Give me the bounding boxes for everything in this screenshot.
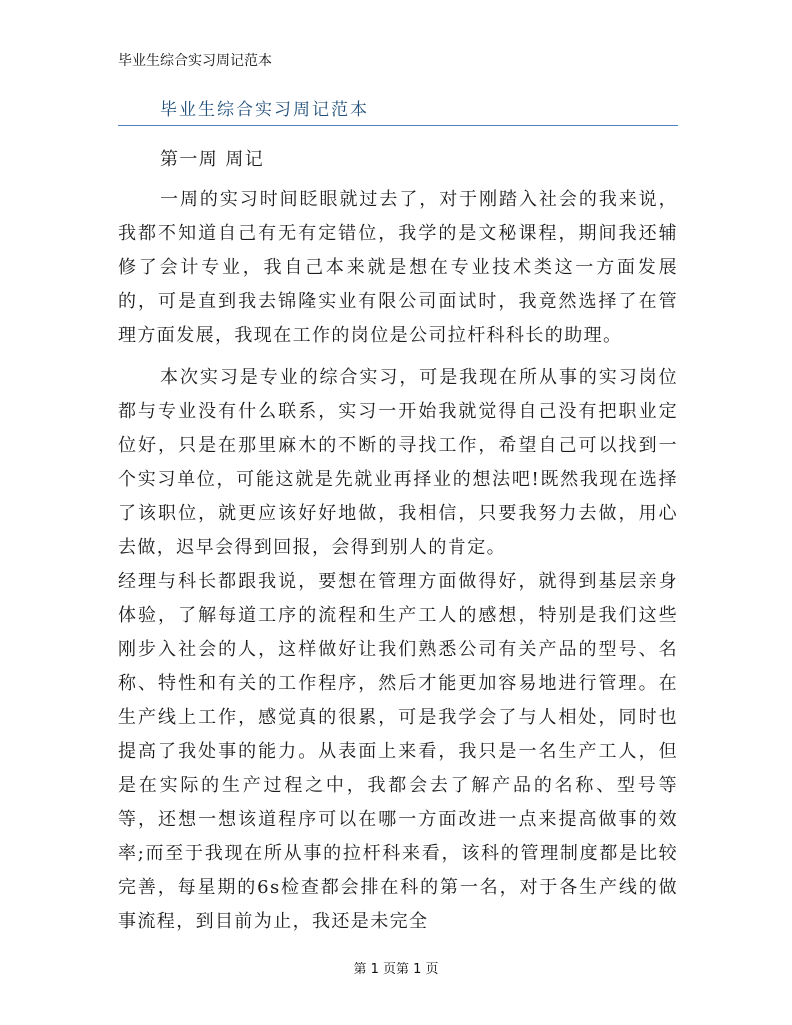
document-body bbox=[118, 143, 678, 939]
paragraph-1: 一周的实习时间眨眼就过去了，对于刚踏入社会的我来说，我都不知道自己有无有定错位，我学的是文秘课程，期间我还辅修了会计专业，我自己本来就是想在专业技术类这一方面发展的，可是直到我去锦隆实业有限公司面试时，我竟然选择了在管理方面发展，我现在工作的岗位是公司拉杆科科长的助理。 bbox=[118, 189, 678, 346]
paragraph-3: 经理与科长都跟我说，要想在管理方面做得好，就得到基层亲身体验，了解每道工序的流程和生产工人的感想，特别是我们这些刚步入社会的人，这样做好让我们熟悉公司有关产品的型号、名称、特性和有关的工作程序，然后才能更加容易地进行管理。在生产线上工作，感觉真的很累，可是我学会了与人相处，同时也提高了我处事的能力。从表面上来看，我只是一名生产工人，但是在实际的生产过程之中，我都会去了解产品的名称、型号等等，还想一想该道程序可以在哪一方面改进一点来提高做事的效率;而至于我现在所从事的拉杆科来看，该科的管理制度都是比较完善，每星期的6s检查都会排在科的第一名，对于各生产线的做事流程，到目前为止，我还是未完全 bbox=[118, 571, 678, 932]
document-title: 毕业生综合实习周记范本 bbox=[160, 100, 369, 120]
running-header: 毕业生综合实习周记范本 bbox=[118, 53, 272, 69]
week-heading: 第一周 周记 bbox=[160, 149, 265, 170]
paragraph-2: 本次实习是专业的综合实习，可是我现在所从事的实习岗位都与专业没有什么联系，实习一开始我就觉得自己没有把职业定位好，只是在那里麻木的不断的寻找工作，希望自己可以找到一个实习单位，可能这就是先就业再择业的想法吧!既然我现在选择了该职位，就更应该好好地做，我相信，只要我努力去做，用心去做，迟早会得到回报，会得到别人的肯定。 bbox=[118, 367, 678, 558]
page-number-footer: 第 1 页第 1 页 bbox=[353, 962, 439, 977]
title-underline bbox=[118, 125, 678, 126]
